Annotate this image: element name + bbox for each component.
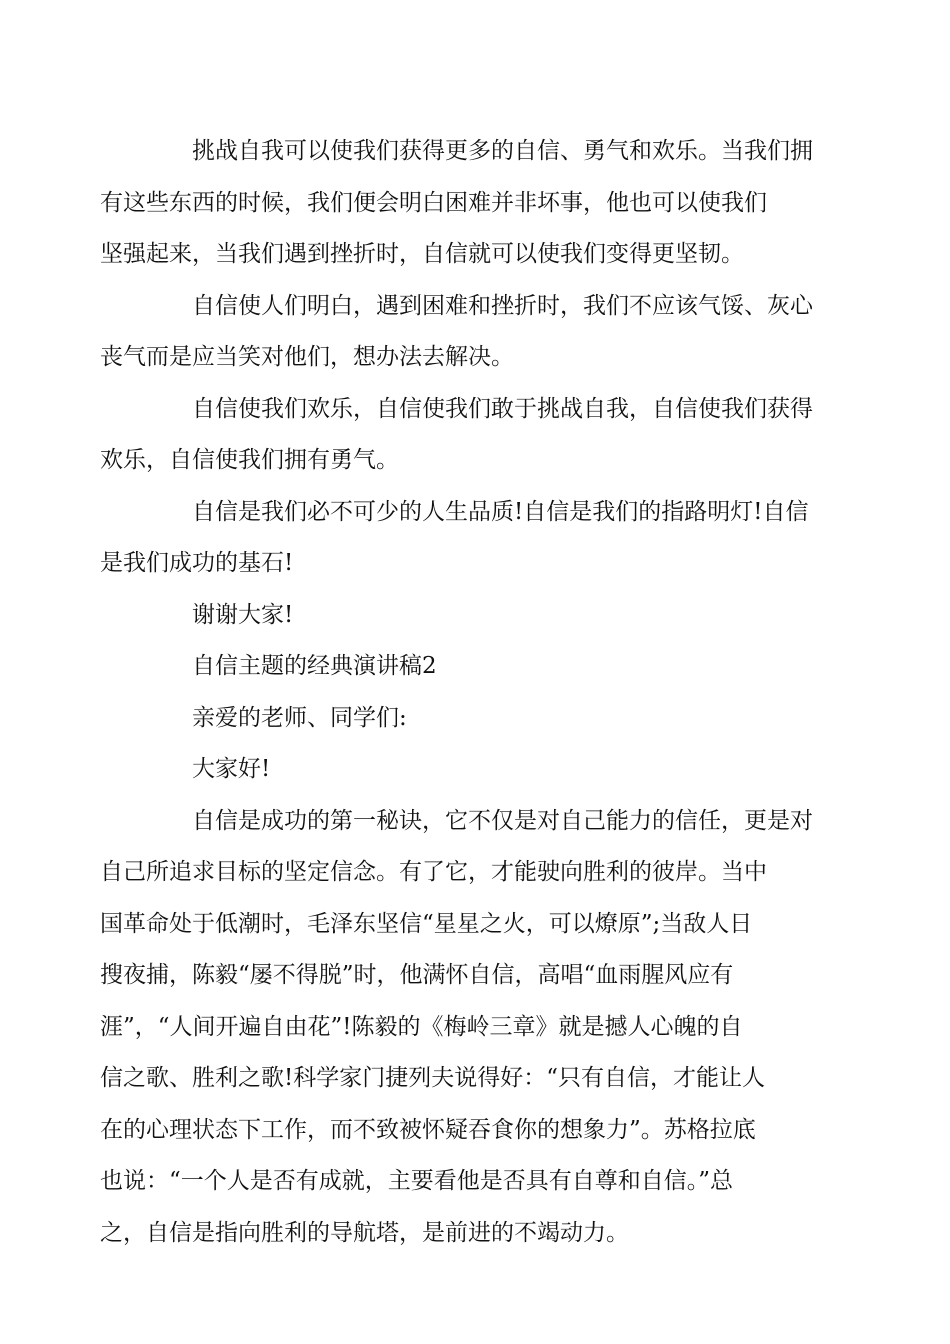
paragraph-confidence-joy [100, 384, 813, 487]
text-line: 有这些东西的时候，我们便会明白困难并非坏事，他也可以使我们 [100, 189, 767, 216]
text-line: 自信主题的经典演讲稿2 [192, 653, 437, 679]
text-line: 自信使我们欢乐，自信使我们敢于挑战自我，自信使我们获得 [192, 395, 813, 422]
text-line: 欢乐，自信使我们拥有勇气。 [100, 447, 399, 473]
document-body [100, 126, 813, 1259]
text-line: 自信是我们必不可少的人生品质!自信是我们的指路明灯!自信 [192, 498, 809, 525]
salutation [146, 693, 812, 745]
text-line: 亲爱的老师、同学们: [192, 704, 407, 731]
text-line: 自信使人们明白，遇到困难和挫折时，我们不应该气馁、灰心 [192, 292, 813, 319]
text-line: 挑战自我可以使我们获得更多的自信、勇气和欢乐。当我们拥 [192, 138, 813, 164]
text-line: 也说：“一个人是否有成就，主要看他是否具有自尊和自信。”总 [100, 1168, 734, 1194]
paragraph-confidence-quality [100, 487, 812, 590]
text-line: 是我们成功的基石! [100, 550, 294, 576]
greeting [146, 744, 812, 796]
text-line: 国革命处于低潮时，毛泽东坚信“星星之火，可以燎原”;当敌人日 [100, 910, 753, 937]
text-line: 丧气而是应当笑对他们，想办法去解决。 [100, 344, 514, 370]
text-line: 之，自信是指向胜利的导航塔，是前进的不竭动力。 [100, 1219, 629, 1246]
paragraph-confidence-secret [100, 796, 813, 1260]
text-line: 自己所追求目标的坚定信念。有了它，才能驶向胜利的彼岸。当中 [100, 859, 767, 885]
text-line: 谢谢大家! [192, 601, 294, 628]
text-line: 自信是成功的第一秘诀，它不仅是对自己能力的信任，更是对 [192, 807, 813, 834]
text-line: 搜夜捕，陈毅“屡不得脱”时，他满怀自信，高唱“血雨腥风应有 [100, 962, 734, 988]
text-line: 坚强起来，当我们遇到挫折时，自信就可以使我们变得更坚韧。 [100, 241, 744, 267]
paragraph-confidence-understanding [100, 281, 813, 384]
closing-thanks [146, 590, 812, 642]
speech-title [146, 641, 812, 693]
text-line: 涯”，“人间开遍自由花”!陈毅的《梅岭三章》就是撼人心魄的自 [100, 1013, 743, 1040]
text-line: 大家好! [192, 756, 271, 782]
text-line: 信之歌、胜利之歌!科学家门捷列夫说得好：“只有自信，才能让人 [100, 1065, 766, 1091]
text-line: 在的心理状态下工作，而不致被怀疑吞食你的想象力”。苏格拉底 [100, 1116, 756, 1143]
paragraph-challenge-self [100, 126, 813, 281]
